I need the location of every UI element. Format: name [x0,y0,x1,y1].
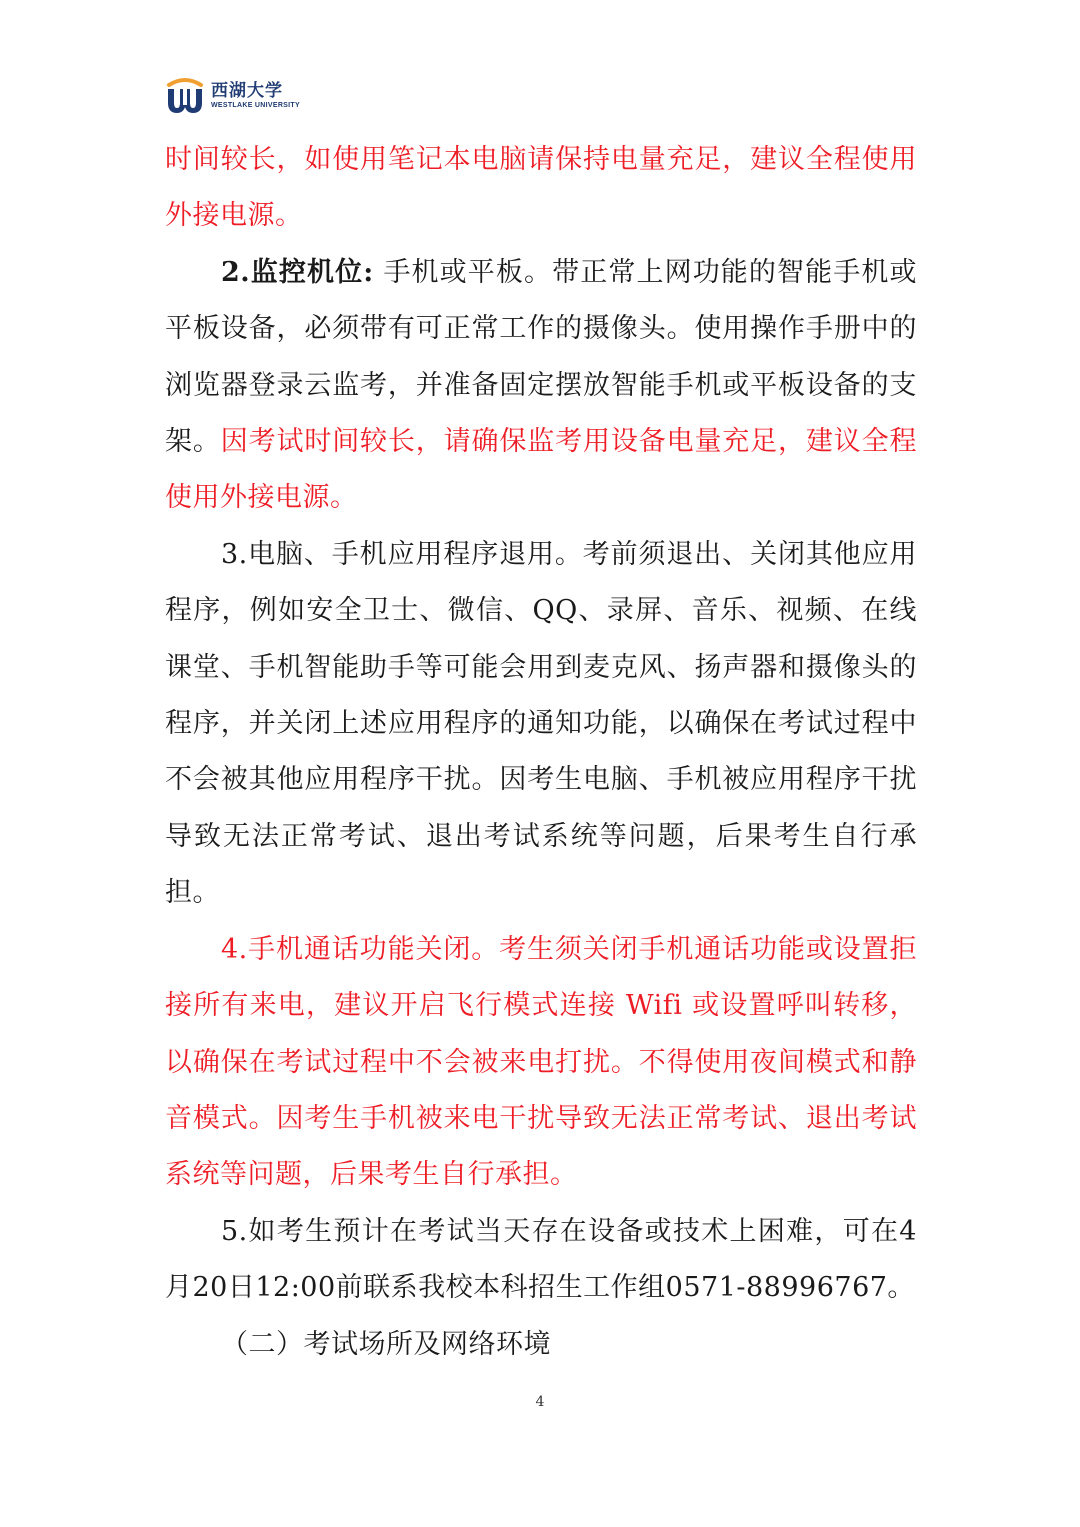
paragraph-monitoring-device [165,245,917,527]
monitoring-body: 手机或平板。带正常上网功能的智能手机或平板设备，必须带有可正常工作的摄像头。使用操作手册中的浏览器登录云监考，并准备固定摆放智能手机或平板设备的支架。 [165,256,917,458]
logo-text [211,81,300,110]
document-body [165,132,917,1373]
page-number: 4 [535,1394,545,1410]
paragraph-disable-calls: 4.手机通话功能关闭。考生须关闭手机通话功能或设置拒接所有来电，建议开启飞行模式连接 Wifi 或设置呼叫转移，以确保在考试过程中不会被来电打扰。不得使用夜间模式和静音模式。因考生手机被来电干扰导致无法正常考试、退出考试系统等问题，后果考生自行承担。 [165,933,917,1191]
section-heading-exam-venue: （二）考试场所及网络环境 [221,1328,551,1360]
monitoring-power-warning: 因考试时间较长，请确保监考用设备电量充足，建议全程使用外接电源。 [165,426,918,514]
westlake-university-logo-icon [163,73,207,117]
paragraph-power-notice: 时间较长，如使用笔记本电脑请保持电量充足，建议全程使用外接电源。 [165,144,917,232]
paragraph-contact-info: 5.如考生预计在考试当天存在设备或技术上困难，可在4月20日12:00前联系我校本科招生工作组0571-88996767。 [165,1215,917,1304]
logo-chinese-name: 西湖大学 [211,80,283,101]
page-header [163,72,300,118]
monitoring-heading: 2.监控机位: [221,256,374,288]
logo-english-name: WESTLAKE UNIVERSITY [211,101,300,109]
paragraph-exit-applications: 3.电脑、手机应用程序退用。考前须退出、关闭其他应用程序，例如安全卫士、微信、QQ、录屏、音乐、视频、在线课堂、手机智能助手等可能会用到麦克风、扬声器和摄像头的程序，并关闭上述应用程序的通知功能，以确保在考试过程中不会被其他应用程序干扰。因考生电脑、手机被应用程序干扰导致无法正常考试、退出考试系统等问题，后果考生自行承担。 [165,538,917,909]
